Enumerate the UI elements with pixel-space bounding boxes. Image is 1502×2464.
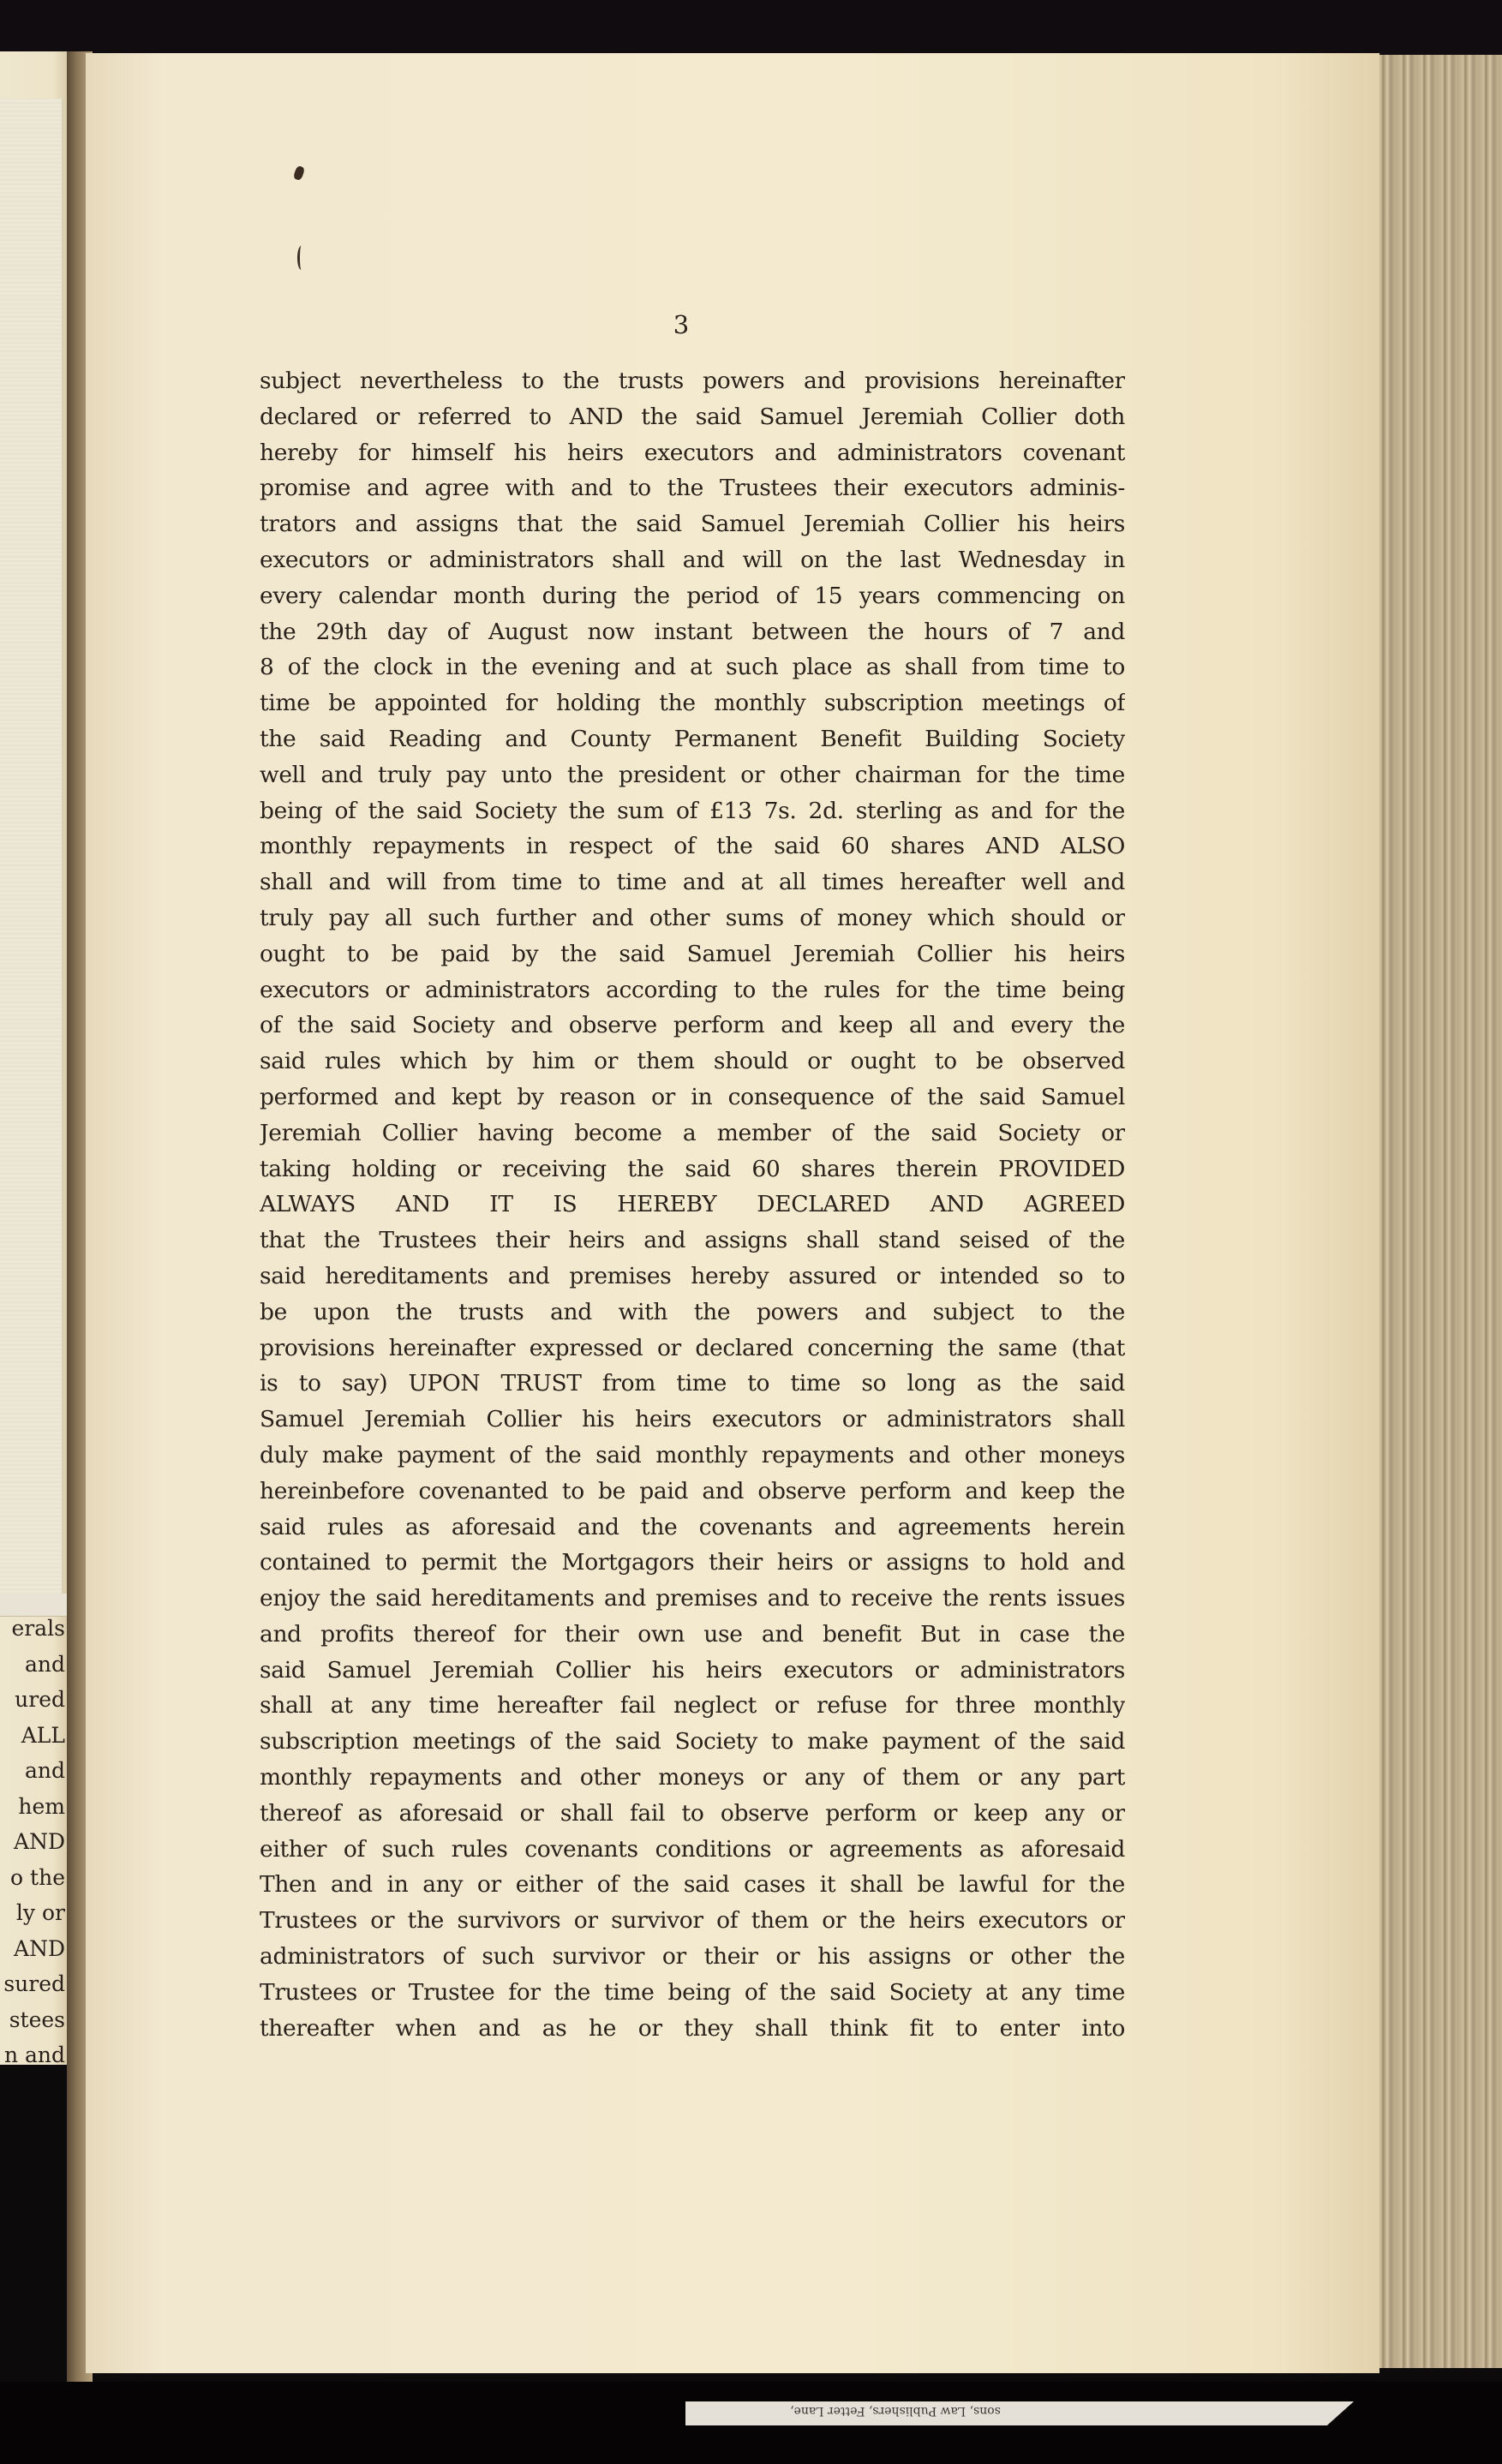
text-line: thereafter when and as he or they shall think fit to enter into (260, 2014, 1125, 2042)
text-line: promise and agree with and to the Trustees their executors adminis- (260, 475, 1125, 502)
left-page-text-line: AND (14, 1829, 65, 1854)
left-page-text-line: erals (11, 1616, 65, 1641)
text-line: said hereditaments and premises hereby assured or intended so to (260, 1262, 1125, 1289)
text-line: Samuel Jeremiah Collier his heirs executors or administrators shall (260, 1406, 1125, 1433)
text-line: being of the said Society the sum of £13 7s. 2d. sterling as and for the (260, 797, 1125, 824)
text-line: every calendar month during the period of 15 years commencing on (260, 582, 1125, 609)
pencil-mark (297, 246, 305, 270)
text-line: time be appointed for holding the monthly subscription meetings of (260, 690, 1125, 717)
text-line: thereof as aforesaid or shall fail to observe perform or keep any or (260, 1799, 1125, 1827)
text-line: trators and assigns that the said Samuel Jeremiah Collier his heirs (260, 511, 1125, 538)
text-line: ALWAYS AND IT IS HEREBY DECLARED AND AGREED (260, 1191, 1125, 1218)
text-line: and profits thereof for their own use and benefit But in case the (260, 1620, 1125, 1648)
text-line: Jeremiah Collier having become a member of the said Society or (260, 1119, 1125, 1146)
text-line: Then and in any or either of the said cases it shall be lawful for the (260, 1871, 1125, 1899)
text-line: said rules as aforesaid and the covenants and agreements herein (260, 1513, 1125, 1540)
text-line: duly make payment of the said monthly repayments and other moneys (260, 1441, 1125, 1468)
page-number: 3 (673, 310, 690, 339)
left-page-text-line: and (24, 1758, 65, 1783)
text-line: enjoy the said hereditaments and premises and to receive the rents issues (260, 1585, 1125, 1612)
text-line: the 29th day of August now instant between the hours of 7 and (260, 618, 1125, 645)
text-line: 8 of the clock in the evening and at such place as shall from time to (260, 654, 1125, 681)
left-page-text-line: o the (10, 1864, 65, 1890)
left-page-text-line: ured (15, 1687, 65, 1712)
text-line: truly pay all such further and other sums of money which should or (260, 904, 1125, 931)
text-line: performed and kept by reason or in consequence of the said Samuel (260, 1083, 1125, 1110)
text-line: monthly repayments in respect of the said 60 shares AND ALSO (260, 833, 1125, 860)
printer-imprint: sons, Law Publishers, Fetter Lane, (790, 2404, 1001, 2418)
text-line: said rules which by him or them should or ought to be observed (260, 1048, 1125, 1075)
left-page-text-line: stees (9, 2006, 65, 2032)
text-line: administrators of such survivor or their or his assigns or other the (260, 1943, 1125, 1971)
left-page-text-line: sured (3, 1971, 65, 1996)
text-line: well and truly pay unto the president or other chairman for the time (260, 761, 1125, 788)
text-line: that the Trustees their heirs and assigns shall stand seised of the (260, 1227, 1125, 1254)
text-line: declared or referred to AND the said Samuel Jeremiah Collier doth (260, 403, 1125, 430)
text-line: Trustees or the survivors or survivor of them or the heirs executors or (260, 1907, 1125, 1935)
left-page-cloth-tab (0, 99, 63, 1594)
text-line: is to say) UPON TRUST from time to time so long as the said (260, 1370, 1125, 1397)
text-line: the said Reading and County Permanent Benefit Building Society (260, 725, 1125, 752)
paper-hole (293, 165, 306, 181)
text-line: said Samuel Jeremiah Collier his heirs executors or administrators (260, 1656, 1125, 1684)
text-line: taking holding or receiving the said 60 shares therein PROVIDED (260, 1155, 1125, 1182)
text-line: hereinbefore covenanted to be paid and observe perform and keep the (260, 1477, 1125, 1504)
text-line: ought to be paid by the said Samuel Jeremiah Collier his heirs (260, 940, 1125, 967)
left-page-text-line: hem (18, 1793, 65, 1819)
text-line: monthly repayments and other moneys or any of them or any part (260, 1764, 1125, 1791)
text-line: subject nevertheless to the trusts powers and provisions hereinafter (260, 368, 1125, 394)
text-line: executors or administrators shall and will on the last Wednesday in (260, 546, 1125, 573)
text-line: provisions hereinafter expressed or declared concerning the same (that (260, 1334, 1125, 1361)
left-page-text (0, 1611, 65, 2073)
left-page-text-line: ALL (21, 1722, 65, 1748)
text-line: either of such rules covenants conditions or agreements as aforesaid (260, 1835, 1125, 1863)
document-body (260, 363, 1125, 2046)
text-line: contained to permit the Mortgagors their heirs or assigns to hold and (260, 1549, 1125, 1576)
scan-background-top (0, 0, 1502, 60)
text-line: hereby for himself his heirs executors and administrators covenant (260, 439, 1125, 466)
left-page-text-line: AND (14, 1935, 65, 1961)
text-line: of the said Society and observe perform and keep all and every the (260, 1012, 1125, 1039)
text-line: shall at any time hereafter fail neglect or refuse for three monthly (260, 1692, 1125, 1719)
left-page-text-line: ly or (15, 1900, 65, 1925)
text-line: be upon the trusts and with the powers and subject to the (260, 1298, 1125, 1325)
text-line: executors or administrators according to the rules for the time being (260, 976, 1125, 1003)
text-line: Trustees or Trustee for the time being of the said Society at any time (260, 1978, 1125, 2006)
left-page-text-line: n and (3, 2042, 65, 2067)
text-line: subscription meetings of the said Society to make payment of the said (260, 1728, 1125, 1755)
page-edges (1375, 55, 1502, 2368)
text-line: shall and will from time to time and at all times hereafter well and (260, 869, 1125, 896)
left-page-text-line: and (24, 1651, 65, 1677)
